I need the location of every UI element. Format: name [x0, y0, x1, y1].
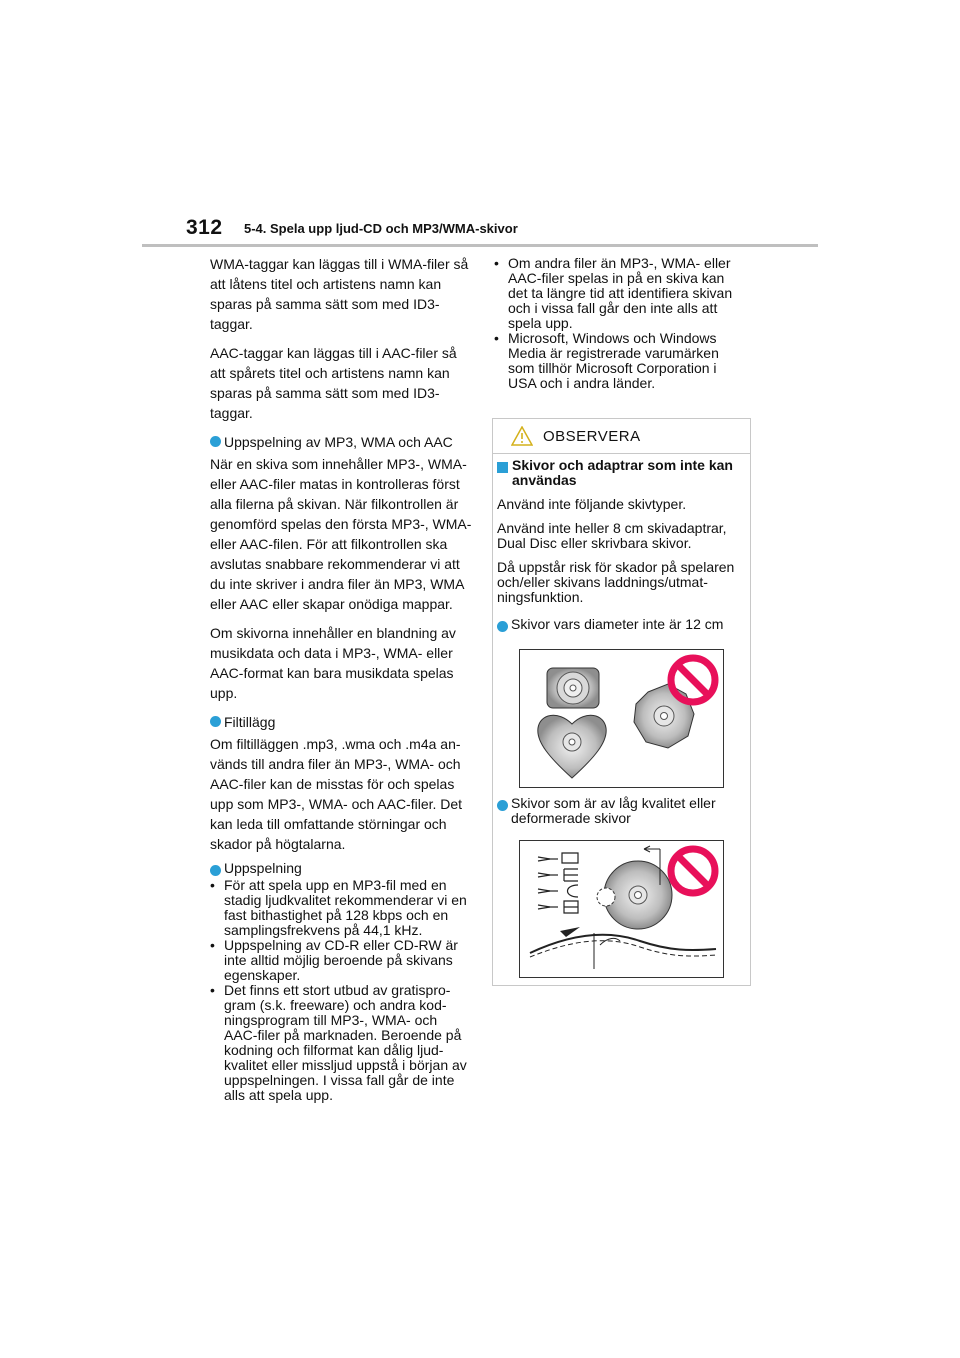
- figure-deformed-discs: [519, 840, 724, 978]
- paragraph-extensions: Om filtilläggen .mp3, .wma och .m4a används till andra filer än MP3-, WMA- och AAC-filer kan de misstas för och spelas upp som MP3-, WMA- och AAC-filer. Det kan leda till omfattande störningar och skador på högtalarna.: [210, 736, 463, 852]
- notice-bullet-diameter: Skivor vars diameter inte är 12 cm: [497, 617, 750, 632]
- blue-dot-icon: [210, 865, 221, 876]
- list-item: • För att spela upp en MP3-fil med en stadig ljudkvalitet rekommenderar vi en fast bithastighet på 128 kbps och en samplingsfrekvens på 44,1 kHz.: [210, 877, 467, 938]
- section-title: 5-4. Spela upp ljud-CD och MP3/WMA-skivor: [244, 221, 518, 236]
- list-item: • Om andra filer än MP3-, WMA- eller AAC-filer spelas in på en skiva kan det ta längre tid att identifiera skivan och i vissa fall går den inte alls att spela upp.: [494, 255, 733, 331]
- bullet-heading-playback: Uppspelning: [210, 861, 472, 876]
- notice-body: [493, 458, 750, 632]
- list-item: • Det finns ett stort utbud av gratisprogram (s.k. freeware) och andra kodningsprogram till MP3-, WMA- och AAC-filer på marknaden. Beroende på kodning och filformat kan dålig ljudkvalitet eller missljud uppstå i början av uppspelningen. I vissa fall går de inte alls att spela upp.: [210, 982, 467, 1103]
- list-item: • Uppspelning av CD-R eller CD-RW är inte alltid möjlig beroende på skivans egenskaper.: [210, 937, 458, 983]
- bullet-heading-file-extensions: Filtillägg: [210, 712, 472, 732]
- blue-square-icon: [497, 462, 508, 473]
- notice-title: OBSERVERA: [543, 427, 641, 445]
- notice-box: [492, 418, 751, 986]
- list-item: • Microsoft, Windows och Windows Media är registrerade varumärken som tillhör Microsoft Corporation i USA och i andra länder.: [494, 330, 719, 391]
- figure-odd-shaped-discs: [519, 649, 724, 788]
- paragraph-mixed-data: Om skivorna innehåller en blandning av musikdata och data i MP3-, WMA- eller AAC-format kan bara musikdata spelas upp.: [210, 625, 456, 701]
- notice-paragraph: Använd inte heller 8 cm skivadaptrar, Dual Disc eller skrivbara skivor.: [497, 520, 727, 551]
- blue-dot-icon: [497, 800, 508, 811]
- notice-header: [493, 419, 750, 454]
- notice-subheading: Skivor och adaptrar som inte kan användas: [497, 458, 750, 488]
- bullet-heading-playback-formats: Uppspelning av MP3, WMA och AAC: [210, 432, 472, 452]
- right-column: [494, 256, 744, 391]
- warning-triangle-icon: [511, 426, 533, 446]
- notice-paragraph: Då uppstår risk för skador på spelaren och/eller skivans laddnings/utmatningsfunktion.: [497, 559, 735, 605]
- blue-dot-icon: [210, 436, 221, 447]
- blue-dot-icon: [497, 621, 508, 632]
- notice-paragraph: Använd inte följande skivtyper.: [497, 496, 687, 512]
- page-number: 312: [186, 216, 223, 239]
- paragraph-file-check: När en skiva som innehåller MP3-, WMA- eller AAC-filer matas in kontrolleras först alla filerna på skivan. När filkontrollen är genomförd spelas den första MP3-, WMA- eller AAC-filen. För att filkontrollen ska avslutas snabbare rekommenderar vi att du inte skriver i andra filer än MP3, WMA eller AAC eller skapar onödiga mappar.: [210, 456, 472, 612]
- notice-bullet-quality: Skivor som är av låg kvalitet eller deformerade skivor: [493, 796, 747, 826]
- paragraph-aac-tags: AAC-taggar kan läggas till i AAC-filer så att spårets titel och artistens namn kan sparas på samma sätt som med ID3-taggar.: [210, 345, 457, 421]
- blue-dot-icon: [210, 716, 221, 727]
- paragraph-wma-tags: WMA-taggar kan läggas till i WMA-filer så att låtens titel och artistens namn kan sparas på samma sätt som med ID3-taggar.: [210, 256, 469, 332]
- left-column: [210, 254, 472, 1103]
- header-rule: [142, 244, 818, 247]
- no-entry-sign-icon: [667, 654, 719, 706]
- no-entry-sign-icon: [667, 845, 719, 897]
